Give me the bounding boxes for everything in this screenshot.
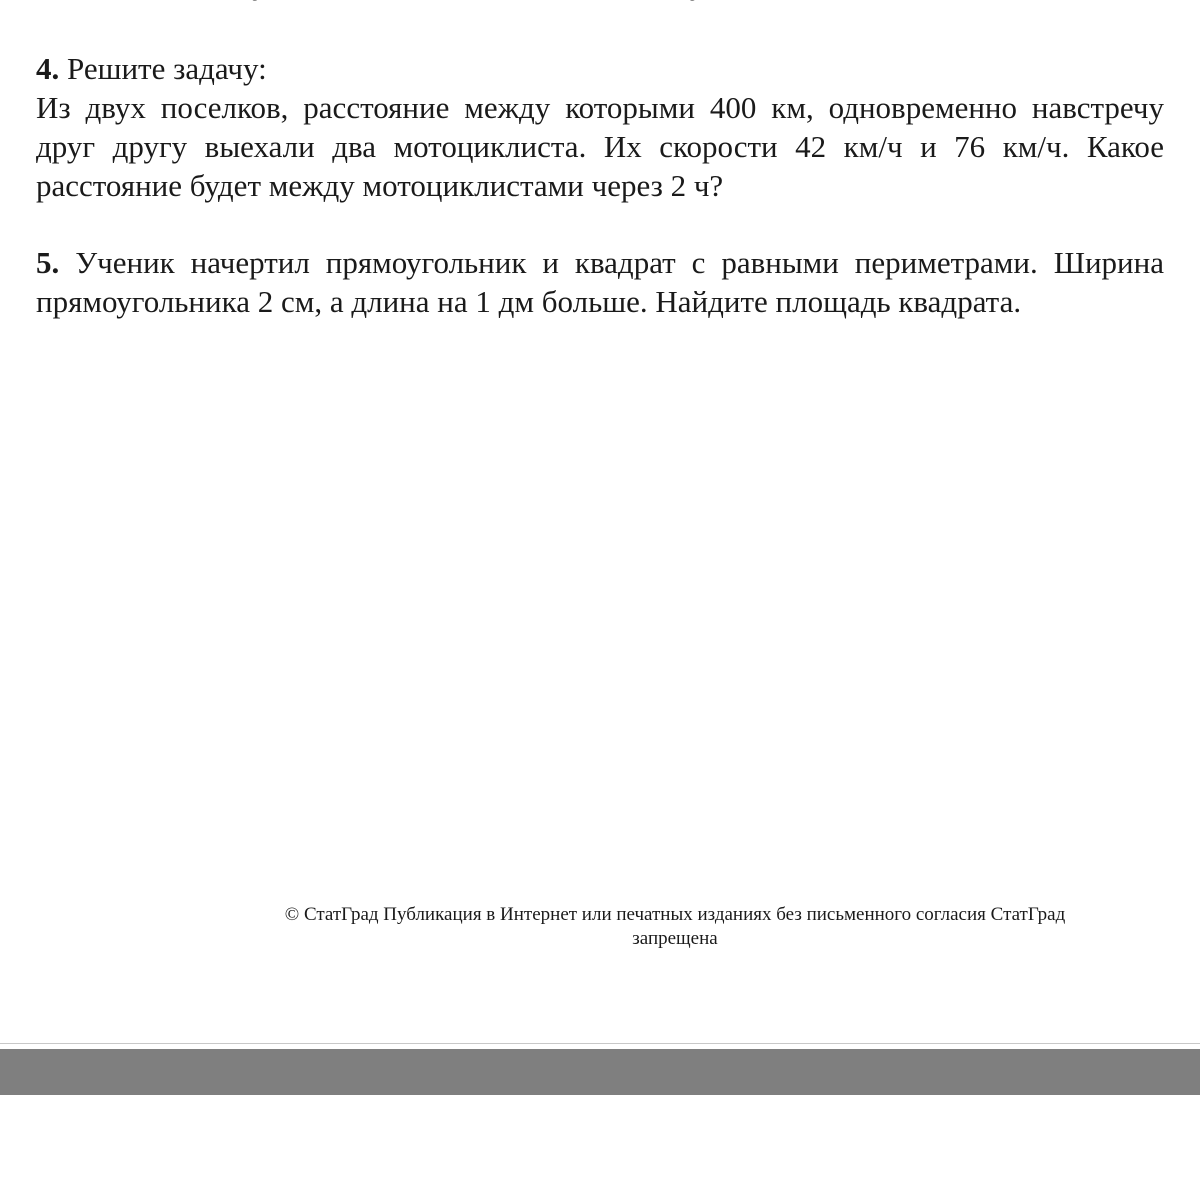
task-4-text: Из двух поселков, расстояние между которыми 400 км, одновременно навстречу друг другу выехали два мотоциклиста. Их скорости 42 км/ч и 76 км/ч. Какое расстояние будет между мотоциклистами через 2 ч? xyxy=(36,90,1164,203)
footer-line-2: запрещена xyxy=(632,928,718,949)
task-4-number: 4. xyxy=(36,51,60,86)
task-5 xyxy=(36,243,1164,321)
cut-off-previous-line xyxy=(36,0,1166,10)
task-4-heading-line xyxy=(36,49,1164,88)
task-5-text: Ученик начертил прямоугольник и квадрат с равными периметрами. Ширина прямоугольника 2 см, а длина на 1 дм больше. Найдите площадь квадрата. xyxy=(36,245,1164,319)
page-gap-bar xyxy=(0,1049,1200,1095)
cut-off-text xyxy=(36,0,1166,3)
page-divider-line xyxy=(0,1043,1200,1044)
task-4-heading: Решите задачу: xyxy=(67,51,267,86)
footer-line-1: © СтатГрад Публикация в Интернет или печатных изданиях без письменного согласия СтатГрад xyxy=(284,904,1066,925)
task-4 xyxy=(36,49,1164,205)
copyright-footer xyxy=(200,903,1150,951)
task-5-number: 5. xyxy=(36,245,60,280)
